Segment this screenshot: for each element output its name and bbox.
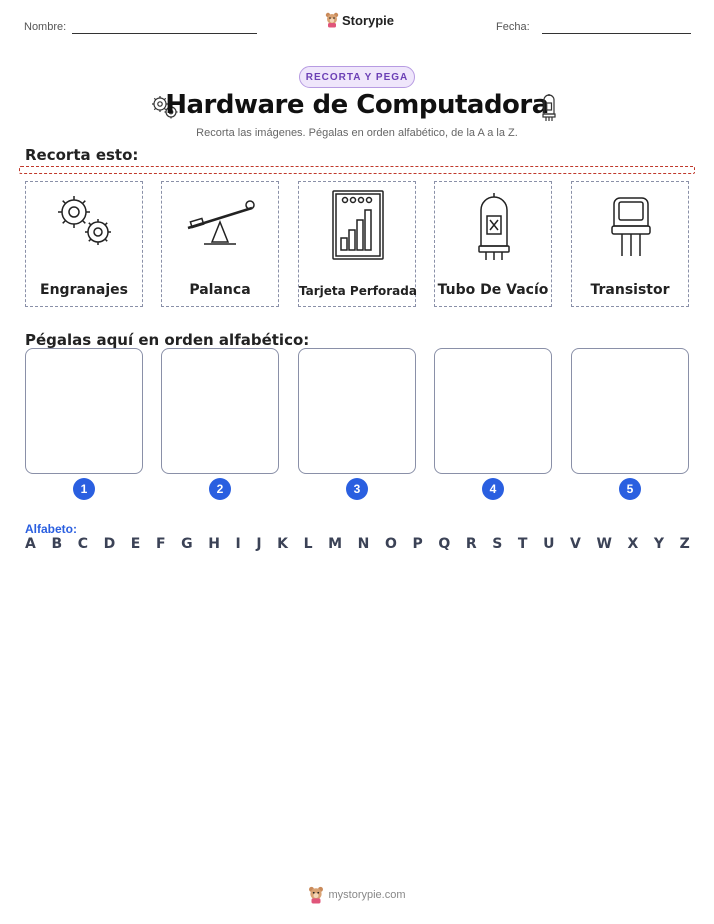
alphabet-letter: B <box>51 536 63 552</box>
cut-card-vacuum-tube[interactable] <box>434 181 552 307</box>
alphabet-title: Alfabeto: <box>25 522 77 536</box>
alphabet-letter: E <box>130 536 141 552</box>
alphabet-letter: N <box>357 536 370 552</box>
activity-badge: RECORTA Y PEGA <box>299 66 415 88</box>
alphabet-letter: S <box>492 536 503 552</box>
paste-slot-2[interactable] <box>161 348 279 474</box>
cut-card-gears[interactable] <box>25 181 143 307</box>
gears-icon <box>50 190 120 250</box>
alphabet-letter: J <box>256 536 262 552</box>
card-label: Tubo De Vacío <box>437 282 549 298</box>
alphabet-letter: U <box>543 536 555 552</box>
paste-slot-1[interactable] <box>25 348 143 474</box>
instructions: Recorta las imágenes. Pégalas en orden alfabético, de la A a la Z. <box>196 127 518 139</box>
alphabet-letter: K <box>277 536 289 552</box>
alphabet-letter: M <box>328 536 343 552</box>
cut-card-punch-card[interactable] <box>298 181 416 307</box>
cut-line <box>19 166 695 174</box>
alphabet-row <box>25 536 690 552</box>
alphabet-letter: T <box>517 536 528 552</box>
alphabet-letter: A <box>25 536 36 552</box>
paste-slot-5[interactable] <box>571 348 689 474</box>
title-vacuum-tube-icon <box>540 92 558 122</box>
alphabet-letter: R <box>465 536 477 552</box>
transistor-icon <box>596 190 666 262</box>
alphabet-letter: I <box>235 536 241 552</box>
cut-card-lever[interactable] <box>161 181 279 307</box>
slot-number-5: 5 <box>619 478 641 500</box>
alphabet-letter: H <box>208 536 220 552</box>
alphabet-letter: O <box>384 536 397 552</box>
slot-number-2: 2 <box>209 478 231 500</box>
paste-slot-4[interactable] <box>434 348 552 474</box>
lever-icon <box>186 190 256 250</box>
date-line[interactable] <box>542 33 691 34</box>
alphabet-letter: X <box>627 536 639 552</box>
alphabet-letter: G <box>181 536 193 552</box>
cut-heading: Recorta esto: <box>25 146 139 164</box>
alphabet-letter: L <box>303 536 313 552</box>
alphabet-letter: D <box>103 536 116 552</box>
paste-slot-3[interactable] <box>298 348 416 474</box>
card-label: Tarjeta Perforada <box>299 284 417 298</box>
alphabet-letter: C <box>77 536 88 552</box>
card-label: Palanca <box>189 282 251 298</box>
alphabet-letter: V <box>570 536 581 552</box>
name-label: Nombre: <box>24 21 67 33</box>
bear-mascot-icon <box>308 886 324 904</box>
alphabet-letter: Q <box>438 536 451 552</box>
footer-site[interactable]: mystorypie.com <box>328 889 406 901</box>
vacuum-tube-icon <box>459 190 529 262</box>
name-line[interactable] <box>72 33 257 34</box>
page-title: Hardware de Computadora <box>165 90 549 120</box>
brand-logo <box>325 12 394 28</box>
alphabet-letter: W <box>596 536 612 552</box>
slot-number-3: 3 <box>346 478 368 500</box>
card-label: Transistor <box>590 282 670 298</box>
alphabet-letter: Y <box>653 536 665 552</box>
card-label: Engranajes <box>40 282 128 298</box>
date-label: Fecha: <box>496 21 530 33</box>
paste-heading: Pégalas aquí en orden alfabético: <box>25 331 310 349</box>
punch-card-icon <box>323 190 393 262</box>
alphabet-letter: P <box>412 536 423 552</box>
slot-number-1: 1 <box>73 478 95 500</box>
brand-name: Storypie <box>342 12 395 28</box>
alphabet-letter: F <box>155 536 166 552</box>
bear-mascot-icon <box>325 12 339 28</box>
cut-card-transistor[interactable] <box>571 181 689 307</box>
slot-number-4: 4 <box>482 478 504 500</box>
alphabet-letter: Z <box>679 536 690 552</box>
footer <box>0 886 714 904</box>
